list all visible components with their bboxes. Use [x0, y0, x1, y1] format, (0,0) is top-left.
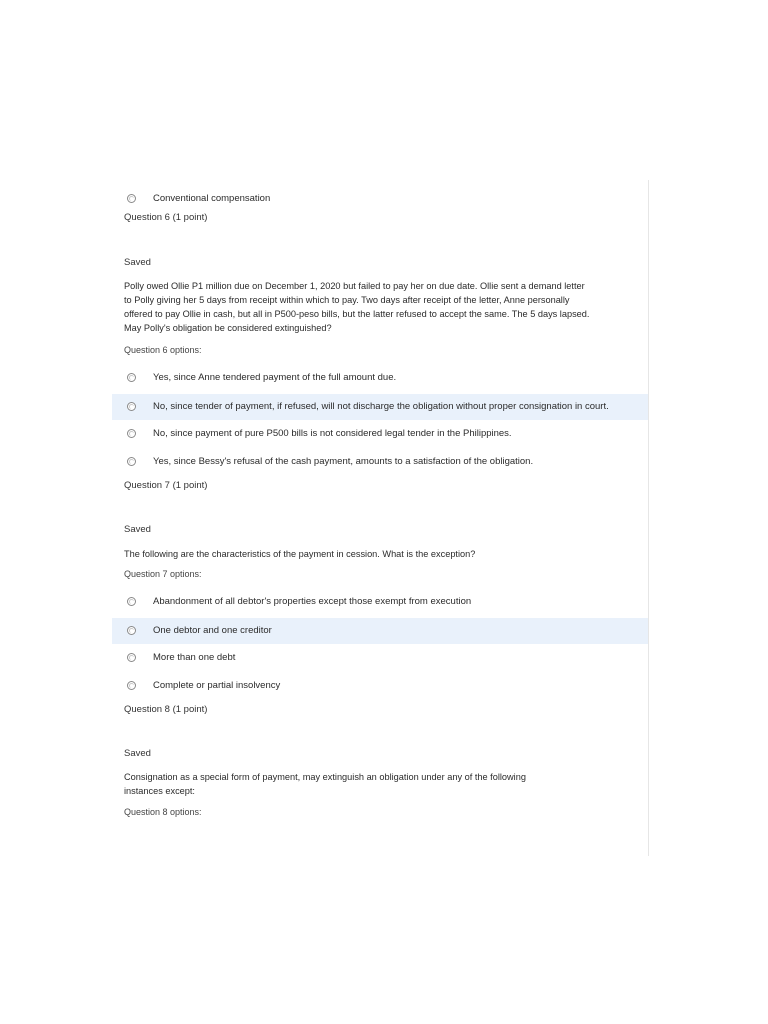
radio-button[interactable] — [127, 373, 136, 382]
radio-button[interactable] — [127, 681, 136, 690]
radio-button[interactable] — [127, 597, 136, 606]
option-row[interactable] — [112, 365, 648, 391]
saved-status: Saved — [124, 524, 151, 535]
option-label: Conventional compensation — [153, 193, 271, 204]
radio-button[interactable] — [127, 653, 136, 662]
option-label: No, since tender of payment, if refused, will not discharge the obligation without proper consignation in court. — [153, 401, 609, 412]
quiz-content — [112, 180, 649, 856]
options-label: Question 8 options: — [124, 807, 202, 817]
option-row[interactable] — [112, 421, 648, 447]
question-text: The following are the characteristics of the payment in cession. What is the exception? — [124, 549, 476, 559]
saved-status: Saved — [124, 257, 151, 268]
saved-status: Saved — [124, 748, 151, 759]
radio-button[interactable] — [127, 194, 136, 203]
option-label: Abandonment of all debtor's properties except those exempt from execution — [153, 596, 472, 607]
option-label: One debtor and one creditor — [153, 625, 272, 636]
option-label: More than one debt — [153, 652, 236, 663]
question-title: Question 8 (1 point) — [124, 704, 208, 715]
question-title: Question 7 (1 point) — [124, 480, 208, 491]
question-text: Consignation as a special form of payment, may extinguish an obligation under any of the following instances except: — [124, 772, 526, 796]
option-label: Complete or partial insolvency — [153, 680, 281, 691]
option-row[interactable] — [112, 449, 648, 475]
radio-button[interactable] — [127, 457, 136, 466]
question-title: Question 6 (1 point) — [124, 212, 208, 223]
options-label: Question 6 options: — [124, 345, 202, 355]
radio-button[interactable] — [127, 402, 136, 411]
radio-button[interactable] — [127, 626, 136, 635]
question-text: Polly owed Ollie P1 million due on December 1, 2020 but failed to pay her on due date. Ollie sent a demand letter to Polly giving her 5 days from receipt within which to pay. Two days after receipt of the letter, Anne personally offered to pay Ollie in cash, but all in P500-peso bills, but the latter refused to accept the same. The 5 days lapsed. May Polly's obligation be considered extinguished? — [124, 281, 590, 333]
option-row-selected[interactable] — [112, 394, 648, 420]
radio-button[interactable] — [127, 429, 136, 438]
option-row[interactable] — [112, 186, 648, 212]
option-row[interactable] — [112, 589, 648, 615]
option-label: Yes, since Anne tendered payment of the full amount due. — [153, 372, 397, 383]
option-row[interactable] — [112, 645, 648, 671]
option-row-selected[interactable] — [112, 618, 648, 644]
options-label: Question 7 options: — [124, 569, 202, 579]
option-label: Yes, since Bessy's refusal of the cash payment, amounts to a satisfaction of the obligation. — [153, 456, 534, 467]
option-label: No, since payment of pure P500 bills is not considered legal tender in the Philippines. — [153, 428, 512, 439]
option-row[interactable] — [112, 673, 648, 699]
